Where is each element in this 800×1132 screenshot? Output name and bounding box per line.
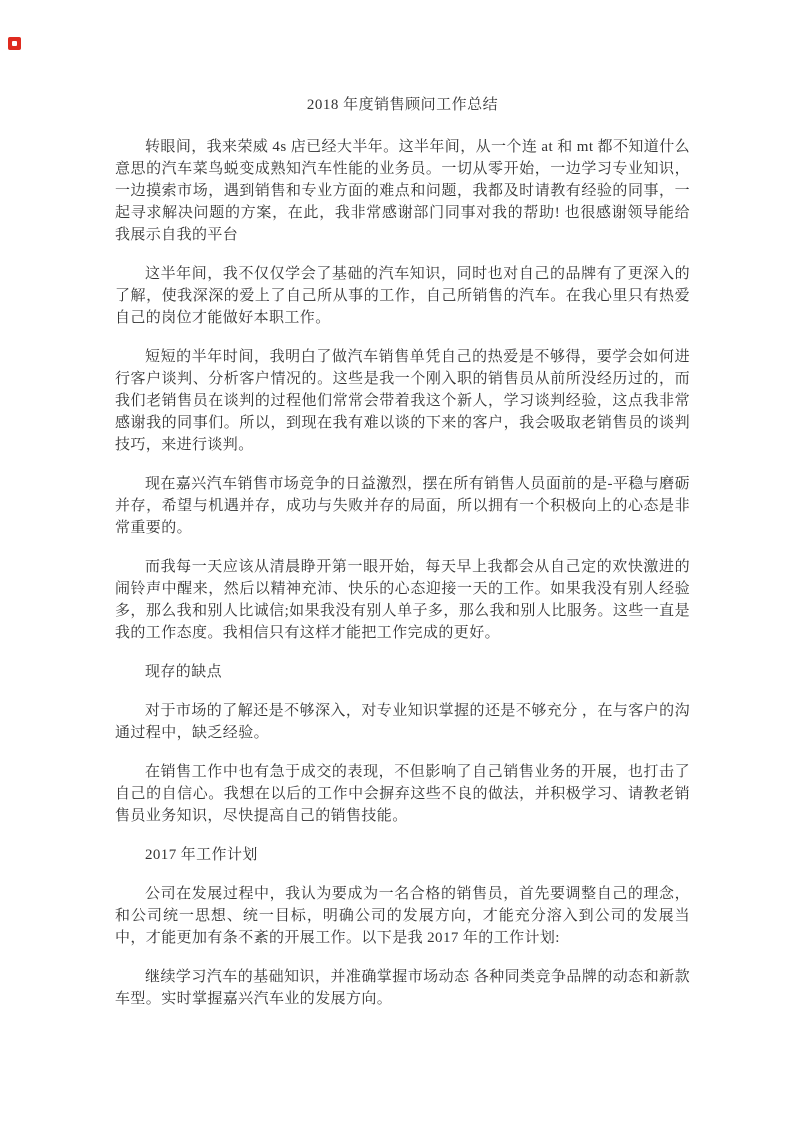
paragraph-4: 现在嘉兴汽车销售市场竞争的日益激烈，摆在所有销售人员面前的是-平稳与磨砺并存，希望与机遇并存，成功与失败并存的局面，所以拥有一个积极向上的心态是非常重要的。 [115, 476, 690, 536]
paragraph-1: 转眼间，我来荣威 4s 店已经大半年。这半年间，从一个连 at 和 mt 都不知道什么意思的汽车菜鸟蜕变成熟知汽车性能的业务员。一切从零开始，一边学习专业知识，一边摸索市场，遇到销售和专业方面的难点和问题，我都及时请教有经验的同事，一起寻求解决问题的方案，在此，我非常感谢部门同事对我的帮助! 也很感谢领导能给我展示自我的平台 [115, 139, 690, 243]
red-stamp-icon [8, 37, 21, 50]
paragraph-7: 在销售工作中也有急于成交的表现，不但影响了自己销售业务的开展，也打击了自己的自信心。我想在以后的工作中会摒弃这些不良的做法，并积极学习、请教老销售员业务知识，尽快提高自己的销售技能。 [115, 764, 690, 824]
section-heading-2017-work-plan: 2017 年工作计划 [145, 847, 258, 863]
paragraph-9: 继续学习汽车的基础知识，并准确掌握市场动态 各种同类竞争品牌的动态和新款车型。实时掌握嘉兴汽车业的发展方向。 [115, 969, 690, 1007]
document-body [115, 94, 690, 1027]
paragraph-3: 短短的半年时间，我明白了做汽车销售单凭自己的热爱是不够得，要学会如何进行客户谈判、分析客户情况的。这些是我一个刚入职的销售员从前所没经历过的，而我们老销售员在谈判的过程他们常常会带着我这个新人，学习谈判经验，这点我非常感谢我的同事们。所以，到现在我有难以谈的下来的客户，我会吸取老销售员的谈判技巧，来进行谈判。 [115, 349, 690, 453]
red-stamp-inner-dot [12, 41, 17, 46]
paragraph-6: 对于市场的了解还是不够深入，对专业知识掌握的还是不够充分 ，在与客户的沟通过程中，缺乏经验。 [115, 703, 690, 741]
document-title: 2018 年度销售顾问工作总结 [306, 97, 499, 113]
paragraph-8: 公司在发展过程中，我认为要成为一名合格的销售员，首先要调整自己的理念，和公司统一思想、统一目标，明确公司的发展方向，才能充分溶入到公司的发展当中，才能更加有条不紊的开展工作。以下是我 2017 年的工作计划: [115, 886, 690, 946]
paragraph-2: 这半年间，我不仅仅学会了基础的汽车知识，同时也对自己的品牌有了更深入的了解，使我深深的爱上了自己所从事的工作，自己所销售的汽车。在我心里只有热爱自己的岗位才能做好本职工作。 [115, 266, 690, 326]
paragraph-5: 而我每一天应该从清晨睁开第一眼开始，每天早上我都会从自己定的欢快激进的闹铃声中醒来，然后以精神充沛、快乐的心态迎接一天的工作。如果我没有别人经验多，那么我和别人比诚信;如果我没有别人单子多，那么我和别人比服务。这些一直是我的工作态度。我相信只有这样才能把工作完成的更好。 [115, 559, 690, 641]
section-heading-current-shortcomings: 现存的缺点 [145, 664, 223, 680]
